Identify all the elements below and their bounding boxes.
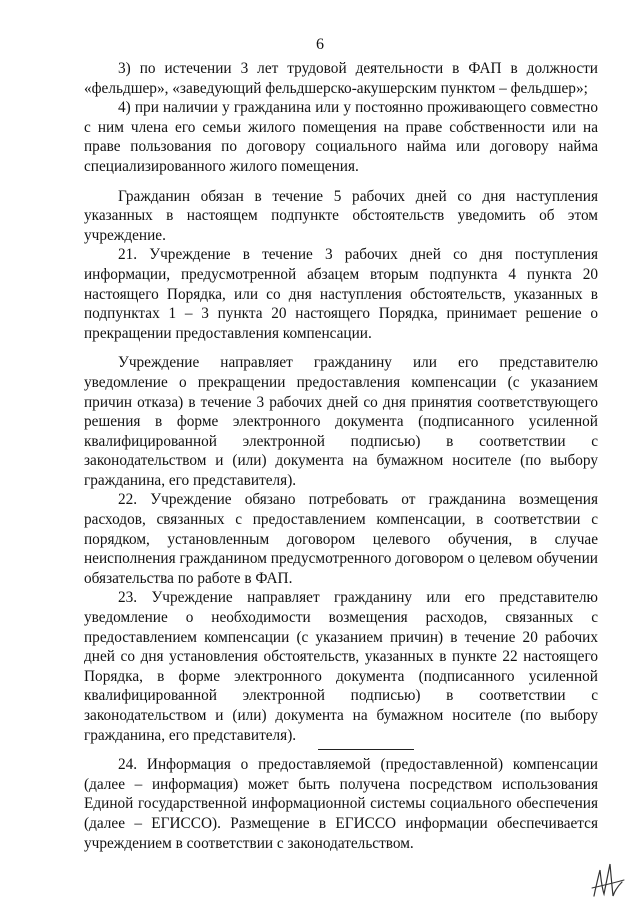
paragraph-subitem-3: 3) по истечении 3 лет трудовой деятельности в ФАП в должности «фельдшер», «заведующий фельдшерско-акушерским пунктом – фельдшер»; [84, 60, 598, 97]
end-divider-line [318, 749, 414, 750]
paragraph-notification: Учреждение направляет гражданину или его представителю уведомление о прекращении предоставления компенсации (с указанием причин отказа) в течение 3 рабочих дней со дня принятия соответствующего решения в форме электронного документа (подписанного усиленной квалифицированной электронной подписью) в соответствии с законодательством и (или) документа на бумажном носителе (по выбору гражданина, его представителя). [84, 354, 598, 489]
document-body [84, 59, 598, 853]
handwritten-initials [588, 856, 628, 902]
paragraph-item-22: 22. Учреждение обязано потребовать от гражданина возмещения расходов, связанных с предоставлением компенсации, в соответствии с порядком, установленным договором целевого обучения, в случае неисполнения гражданином предусмотренного договором о целевом обучении обязательства по работе в ФАП. [84, 491, 598, 587]
paragraph-citizen-obligation: Гражданин обязан в течение 5 рабочих дней со дня наступления указанных в настоящем подпункте обстоятельств уведомить об этом учреждение. [84, 187, 598, 244]
page-number: 6 [316, 36, 324, 53]
paragraph-item-23: 23. Учреждение направляет гражданину или его представителю уведомление о необходимости возмещения расходов, связанных с предоставлением компенсации (с указанием причин) в течение 20 рабочих дней со дня установления обстоятельств, указанных в пункте 22 настоящего Порядка, в форме электронного документа (подписанного усиленной квалифицированной электронной подписью) в соответствии с законодательством и (или) документа на бумажном носителе (по выбору гражданина, его представителя). [84, 589, 598, 744]
paragraph-item-21: 21. Учреждение в течение 3 рабочих дней со дня поступления информации, предусмотренной абзацем вторым подпункта 4 пункта 20 настоящего Порядка, или со дня наступления обстоятельств, указанных в подпунктах 1 – 3 пункта 20 настоящего Порядка, принимает решение о прекращении предоставления компенсации. [84, 246, 598, 342]
paragraph-subitem-4: 4) при наличии у гражданина или у постоянно проживающего совместно с ним члена его семьи жилого помещения на праве собственности или на праве пользования по договору социального найма или договору найма специализированного жилого помещения. [84, 99, 598, 175]
paragraph-item-24: 24. Информация о предоставляемой (предоставленной) компенсации (далее – информация) может быть получена посредством использования Единой государственной информационной системы социального обеспечения (далее – ЕГИССО). Размещение в ЕГИССО информации обеспечивается учреждением в соответствии с законодательством. [84, 756, 598, 852]
